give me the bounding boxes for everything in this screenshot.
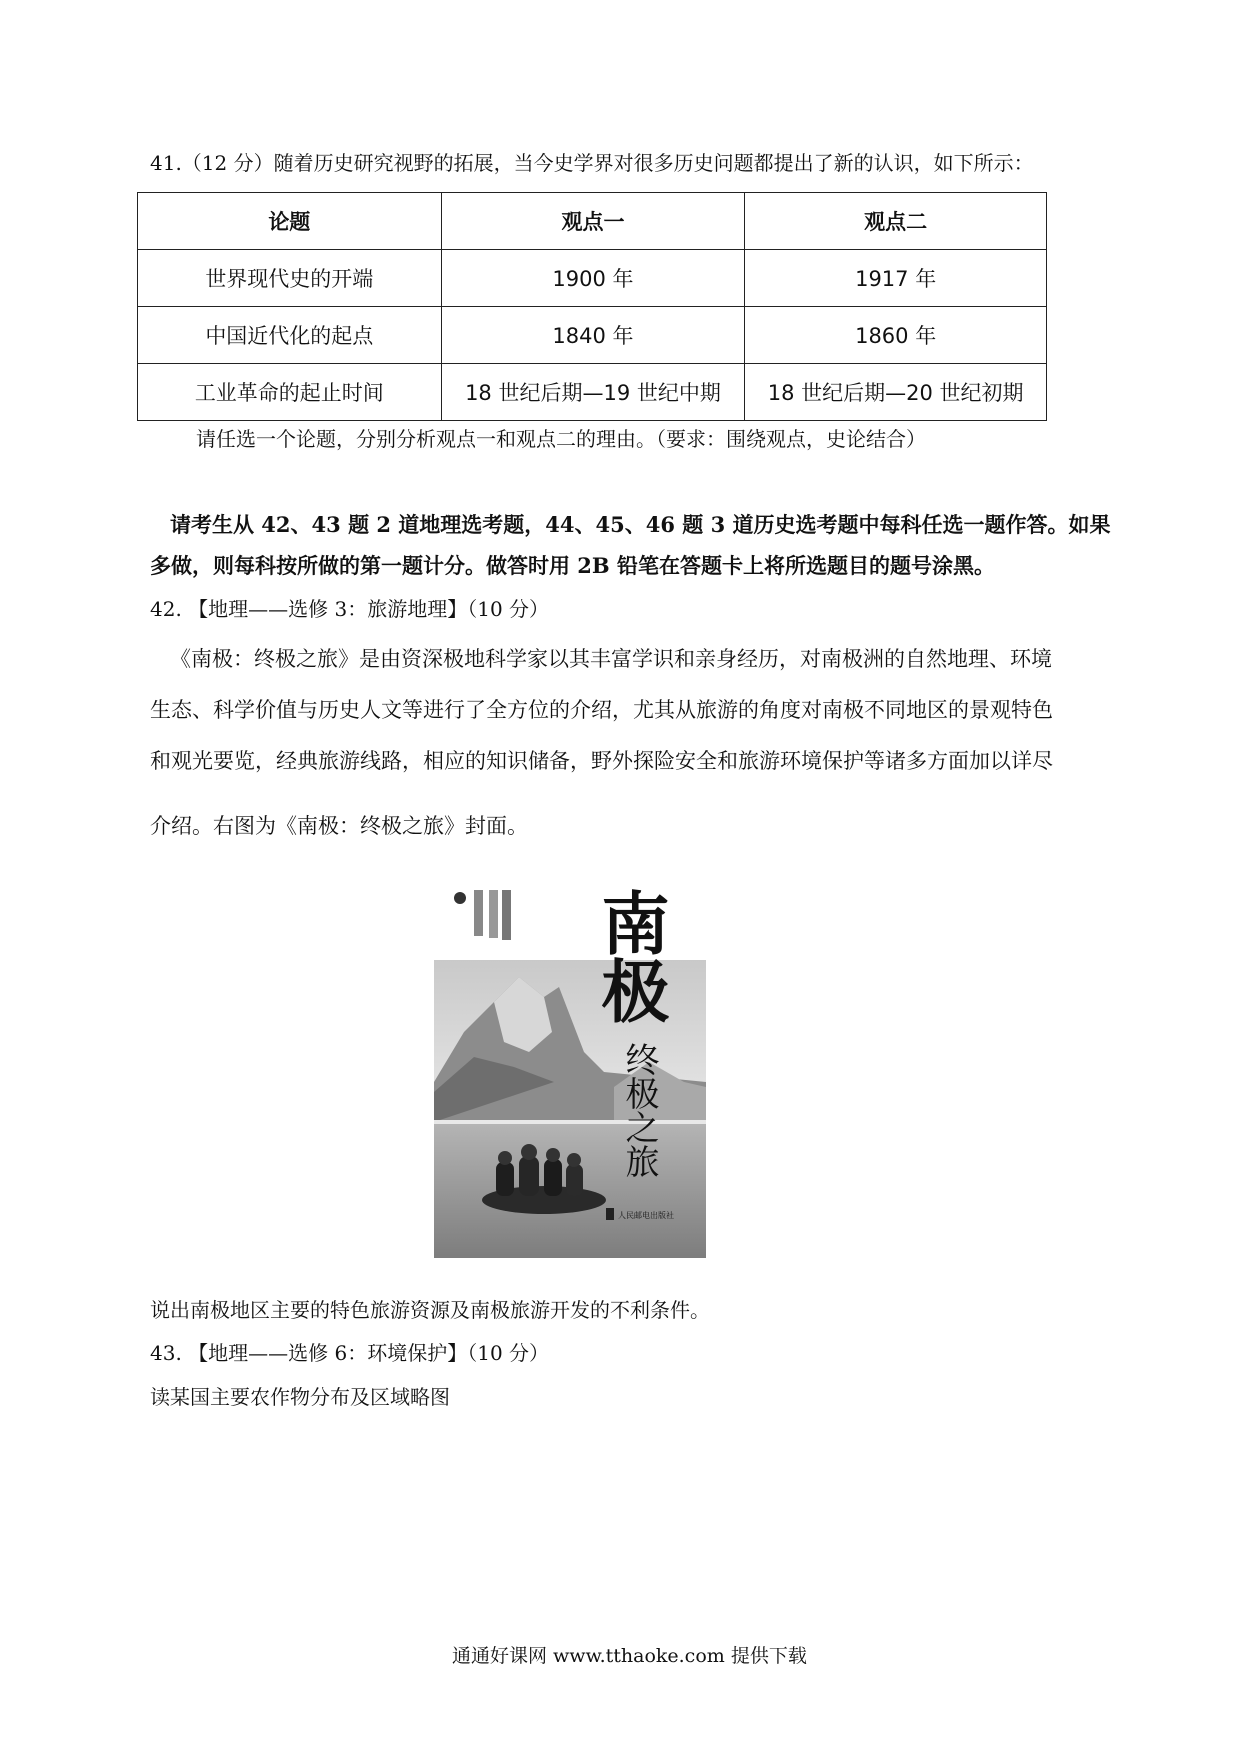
question-42-heading: 42. 【地理——选修 3：旅游地理】（10 分） [150,597,550,621]
table-cell: 1860 年 [745,307,1047,364]
table-cell: 世界现代史的开端 [138,250,442,307]
question-42-prompt: 说出南极地区主要的特色旅游资源及南极旅游开发的不利条件。 [150,1298,710,1322]
book-cover-illustration [434,882,706,1258]
question-42-paragraph-line: 《南极：终极之旅》是由资深极地科学家以其丰富学识和亲身经历，对南极洲的自然地理、环境 [170,647,1052,671]
header-view-one: 观点一 [441,193,745,250]
header-topic: 论题 [138,193,442,250]
cover-title-sub: 终极之旅 [619,1042,659,1178]
table-header-row [138,193,1047,250]
table-cell: 1840 年 [441,307,745,364]
viewpoints-table [137,192,1047,421]
table-cell: 工业革命的起止时间 [138,364,442,421]
table-cell: 1917 年 [745,250,1047,307]
question-41-intro: 41.（12 分）随着历史研究视野的拓展，当今史学界对很多历史问题都提出了新的认识，如下所示： [150,151,1034,175]
elective-notice-line-2: 多做，则每科按所做的第一题计分。做答时用 2B 铅笔在答题卡上将所选题目的题号涂黑。 [150,553,995,578]
elective-notice-line-1: 请考生从 42、43 题 2 道地理选考题，44、45、46 题 3 道历史选考题中每科任选一题作答。如果 [170,512,1111,537]
book-cover-image [434,882,706,1258]
table-cell: 中国近代化的起点 [138,307,442,364]
table-row [138,364,1047,421]
question-41-prompt: 请任选一个论题，分别分析观点一和观点二的理由。（要求：围绕观点，史论结合） [196,427,926,451]
table-cell: 18 世纪后期—19 世纪中期 [441,364,745,421]
table-row [138,250,1047,307]
table-row [138,307,1047,364]
table-cell: 18 世纪后期—20 世纪初期 [745,364,1047,421]
table-cell: 1900 年 [441,250,745,307]
question-42-paragraph-line: 生态、科学价值与历史人文等进行了全方位的介绍，尤其从旅游的角度对南极不同地区的景观特色 [150,698,1053,722]
question-42-paragraph-line: 和观光要览，经典旅游线路，相应的知识储备，野外探险安全和旅游环境保护等诸多方面加以详尽 [150,749,1053,773]
footer-source: 通通好课网 www.tthaoke.com 提供下载 [452,1645,807,1667]
question-42-paragraph-line: 介绍。右图为《南极：终极之旅》封面。 [150,814,528,838]
cover-publisher: 人民邮电出版社 [618,1211,674,1220]
question-43-prompt: 读某国主要农作物分布及区域略图 [150,1385,450,1409]
question-43-heading: 43. 【地理——选修 6：环境保护】（10 分） [150,1341,550,1365]
cover-title-big: 南极 [590,888,670,1024]
header-view-two: 观点二 [745,193,1047,250]
